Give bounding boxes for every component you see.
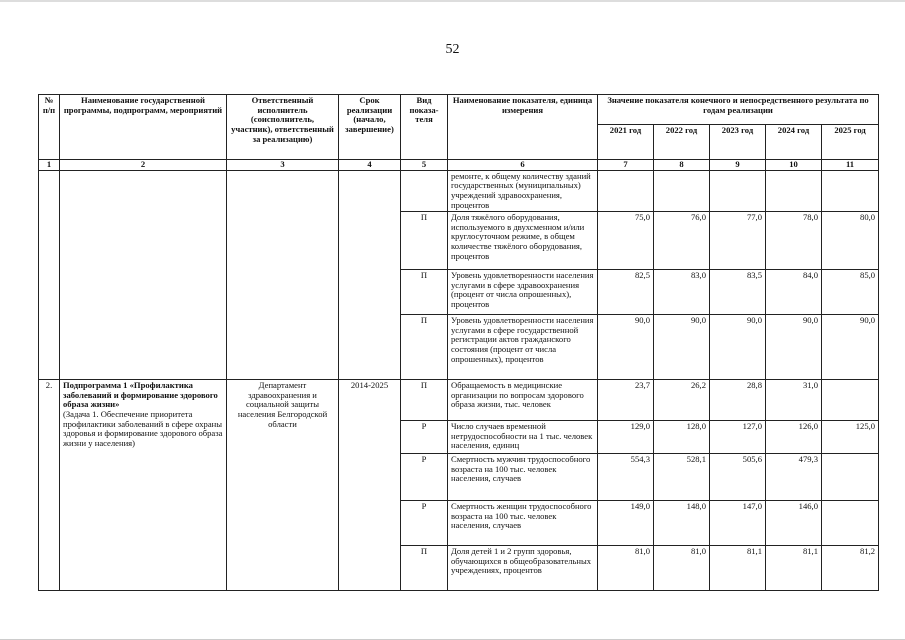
cell-value (822, 454, 879, 501)
column-index: 10 (766, 160, 822, 171)
header-indicator: Наименование показателя, единица измерения (448, 95, 598, 160)
cell-indicator: Уровень удовлетворенности населения услугами в сфере здравоохранения (процент от числа опрошенных), процентов (448, 270, 598, 315)
cell-type: П (401, 315, 448, 380)
cell-indicator: Доля детей 1 и 2 групп здоровья, обучающихся в общеобразовательных учреждениях, процентов (448, 546, 598, 591)
header-year: 2024 год (766, 125, 822, 160)
indicators-table (38, 94, 879, 591)
cell-type: Р (401, 501, 448, 546)
cell-value (766, 170, 822, 212)
table-row (39, 380, 879, 421)
cell-type: Р (401, 421, 448, 454)
header-year: 2022 год (654, 125, 710, 160)
cell-indicator: Смертность мужчин трудоспособного возраста на 100 тыс. человек населения, случаев (448, 454, 598, 501)
cell-value: 528,1 (654, 454, 710, 501)
cell-value: 81,1 (710, 546, 766, 591)
cell-value: 128,0 (654, 421, 710, 454)
cell-type: П (401, 270, 448, 315)
cell-value: 127,0 (710, 421, 766, 454)
cell-indicator: Уровень удовлетворенности населения услугами в сфере государственной регистрации актов гражданского состояния (процент от числа опрошенных), процентов (448, 315, 598, 380)
cell-type: Р (401, 454, 448, 501)
cell-num (39, 170, 60, 380)
column-index: 2 (60, 160, 227, 171)
cell-indicator: Смертность женщин трудоспособного возраста на 100 тыс. человек населения, случаев (448, 501, 598, 546)
cell-name (60, 380, 227, 591)
cell-indicator: Доля тяжёлого оборудования, используемого в двухсменном и/или круглосуточном режиме, в общем количестве тяжёлого оборудования, процентов (448, 212, 598, 270)
header-values-group: Значение показателя конечного и непосредственного результата по годам реализации (598, 95, 879, 125)
cell-value: 82,5 (598, 270, 654, 315)
column-index: 8 (654, 160, 710, 171)
cell-value: 76,0 (654, 212, 710, 270)
cell-value: 31,0 (766, 380, 822, 421)
cell-responsible (227, 170, 339, 380)
cell-num: 2. (39, 380, 60, 591)
header-responsible: Ответственный исполнитель (соисполнитель, участник), ответственный за реализацию) (227, 95, 339, 160)
cell-value: 26,2 (654, 380, 710, 421)
cell-value: 28,8 (710, 380, 766, 421)
top-rule (0, 0, 905, 2)
cell-type: П (401, 212, 448, 270)
cell-type (401, 170, 448, 212)
cell-value: 77,0 (710, 212, 766, 270)
header-term: Срок реализации (начало, завершение) (339, 95, 401, 160)
cell-value: 125,0 (822, 421, 879, 454)
cell-value (822, 380, 879, 421)
cell-value: 84,0 (766, 270, 822, 315)
cell-value: 126,0 (766, 421, 822, 454)
cell-value: 149,0 (598, 501, 654, 546)
cell-indicator: Обращаемость в медицинские организации по вопросам здорового образа жизни, тыс. человек (448, 380, 598, 421)
column-index: 1 (39, 160, 60, 171)
column-index: 11 (822, 160, 879, 171)
cell-type: П (401, 546, 448, 591)
cell-value: 85,0 (822, 270, 879, 315)
subprogram-title: Подпрограмма 1 «Профилактика заболеваний и формирование здорового образа жизни» (63, 380, 218, 410)
cell-value: 505,6 (710, 454, 766, 501)
cell-indicator: Число случаев временной нетрудоспособности на 1 тыс. человек населения, единиц (448, 421, 598, 454)
cell-value: 23,7 (598, 380, 654, 421)
subprogram-task: (Задача 1. Обеспечение приоритета профилактики заболеваний в сфере охраны здоровья и формирование здорового образа жизни у населения) (63, 409, 223, 448)
header-year: 2025 год (822, 125, 879, 160)
column-index: 3 (227, 160, 339, 171)
cell-value: 81,2 (822, 546, 879, 591)
cell-type: П (401, 380, 448, 421)
cell-value: 90,0 (766, 315, 822, 380)
cell-value (710, 170, 766, 212)
column-index: 9 (710, 160, 766, 171)
cell-value (598, 170, 654, 212)
cell-value: 90,0 (822, 315, 879, 380)
cell-term (339, 170, 401, 380)
column-index: 6 (448, 160, 598, 171)
cell-value (822, 501, 879, 546)
cell-value: 148,0 (654, 501, 710, 546)
header-year: 2023 год (710, 125, 766, 160)
cell-value: 479,3 (766, 454, 822, 501)
cell-value: 81,0 (654, 546, 710, 591)
cell-term: 2014-2025 (339, 380, 401, 591)
cell-value: 81,0 (598, 546, 654, 591)
cell-value: 75,0 (598, 212, 654, 270)
header-num: № п/п (39, 95, 60, 160)
header-type: Вид показа-теля (401, 95, 448, 160)
column-index: 5 (401, 160, 448, 171)
cell-value: 83,0 (654, 270, 710, 315)
cell-value (654, 170, 710, 212)
cell-value: 90,0 (654, 315, 710, 380)
cell-value: 90,0 (598, 315, 654, 380)
cell-value (822, 170, 879, 212)
cell-value: 81,1 (766, 546, 822, 591)
header-row (39, 95, 879, 125)
table-row (39, 170, 879, 212)
cell-value: 83,5 (710, 270, 766, 315)
cell-indicator: ремонте, к общему количеству зданий государственных (муниципальных) учреждений здравоохранения, процентов (448, 170, 598, 212)
cell-name (60, 170, 227, 380)
column-index: 7 (598, 160, 654, 171)
header-name: Наименование государственной программы, подпрограмм, мероприятий (60, 95, 227, 160)
header-year: 2021 год (598, 125, 654, 160)
cell-value: 90,0 (710, 315, 766, 380)
cell-responsible: Департамент здравоохранения и социальной защиты населения Белгородской области (227, 380, 339, 591)
cell-value: 80,0 (822, 212, 879, 270)
cell-value: 129,0 (598, 421, 654, 454)
cell-value: 554,3 (598, 454, 654, 501)
cell-value: 78,0 (766, 212, 822, 270)
cell-value: 147,0 (710, 501, 766, 546)
column-index-row (39, 160, 879, 171)
cell-value: 146,0 (766, 501, 822, 546)
page-number: 52 (445, 42, 460, 57)
column-index: 4 (339, 160, 401, 171)
